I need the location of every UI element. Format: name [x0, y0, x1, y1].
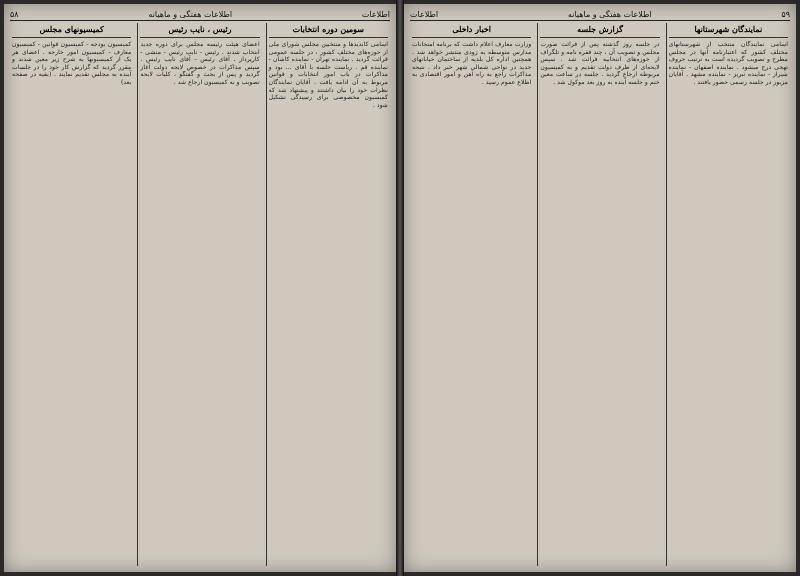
left-page-columns [10, 23, 390, 566]
book-gutter [396, 0, 404, 576]
left-column-1-body: اسامی کاندیدها و منتخبین مجلس شورای ملی از حوزه‌های مختلف کشور ، در جلسه عمومی قرائت گردید . نماینده تهران - نماینده کاشان - نماینده قم . ریاست جلسه با آقای ... بود و مذاکرات در باب امور انتخابات و قوانین مربوط به آن ادامه یافت . آقایان نمایندگان نظرات خود را بیان داشتند و پیشنهاد شد که کمیسیون مخصوصی برای رسیدگی تشکیل شود . [268, 41, 388, 109]
divider [269, 37, 388, 38]
left-column-3-body: کمیسیون بودجه - کمیسیون قوانین - کمیسیون معارف - کمیسیون امور خارجه . اعضای هر یک از کمیسیونها به شرح زیر معین شدند و مقرر گردید که گزارش کار خود را در جلسات آینده به مجلس تقدیم نمایند . (بقیه در صفحه بعد) [12, 41, 132, 86]
left-header-page-number: ۵۸ [10, 9, 19, 19]
left-page [4, 4, 396, 572]
divider [540, 37, 659, 38]
left-column-2-heading: رئیس ، نایب رئیس [168, 24, 232, 34]
left-column-2 [137, 23, 261, 566]
right-page [404, 4, 796, 572]
right-header-page-number: ۵۹ [781, 9, 790, 19]
left-column-3 [10, 23, 133, 566]
right-column-1-heading: نمایندگان شهرستانها [694, 24, 763, 34]
right-column-1 [666, 23, 790, 566]
right-header-left-text: اطلاعات [410, 9, 439, 19]
divider [412, 37, 531, 38]
right-column-2-body: در جلسه روز گذشته پس از قرائت صورت مجلس و تصویب آن ، چند فقره نامه و تلگراف از حوزه‌های انتخابیه قرائت شد . سپس لایحه‌ای از طرف دولت تقدیم و به کمیسیون مربوطه ارجاع گردید . جلسه در ساعت معین ختم و جلسه آینده به روز بعد موکول شد . [540, 41, 660, 86]
left-header-right-text: اطلاعات [361, 9, 390, 19]
left-column-3-heading: کمیسیونهای مجلس [39, 24, 104, 34]
left-column-2-body: اعضای هیئت رئیسه مجلس برای دوره جدید انتخاب شدند . رئیس - نایب رئیس - منشی - کارپرداز . آقای رئیس - آقای نایب رئیس . سپس مذاکرات در خصوص لایحه دولت آغاز گردید و پس از بحث و گفتگو ، کلیات لایحه تصویب و به کمیسیون ارجاع شد . [140, 41, 260, 86]
right-column-3-heading: اخبار داخلی [452, 24, 492, 34]
right-page-columns [410, 23, 790, 566]
left-header-center-text: اطلاعات هفتگی و ماهیانه [148, 9, 233, 19]
left-page-header [10, 8, 390, 21]
right-column-2-heading: گزارش جلسه [577, 24, 623, 34]
right-header-center-text: اطلاعات هفتگی و ماهیانه [567, 9, 652, 19]
right-column-2 [537, 23, 661, 566]
divider [669, 37, 788, 38]
right-column-3 [410, 23, 533, 566]
right-page-header [410, 8, 790, 21]
divider [12, 37, 131, 38]
right-column-3-body: وزارت معارف اعلام داشت که برنامه امتحانات مدارس متوسطه به زودی منتشر خواهد شد . همچنین اداره کل بلدیه از ساختمان خیابانهای جدید در نواحی شمالی شهر خبر داد . نتیجه مذاکرات راجع به راه آهن و امور اقتصادی به اطلاع عموم رسید . [412, 41, 532, 86]
divider [140, 37, 259, 38]
right-column-1-body: اسامی نمایندگان منتخب از شهرستانهای مختلف کشور که اعتبارنامه آنها در مجلس مطرح و تصویب گردیده است به ترتیب حروف تهجی درج میشود . نماینده اصفهان - نماینده شیراز - نماینده تبریز - نماینده مشهد . آقایان مزبور در جلسه رسمی حضور یافتند . [668, 41, 788, 86]
left-column-1 [266, 23, 390, 566]
left-column-1-heading: سومین دوره انتخابات [292, 24, 364, 34]
